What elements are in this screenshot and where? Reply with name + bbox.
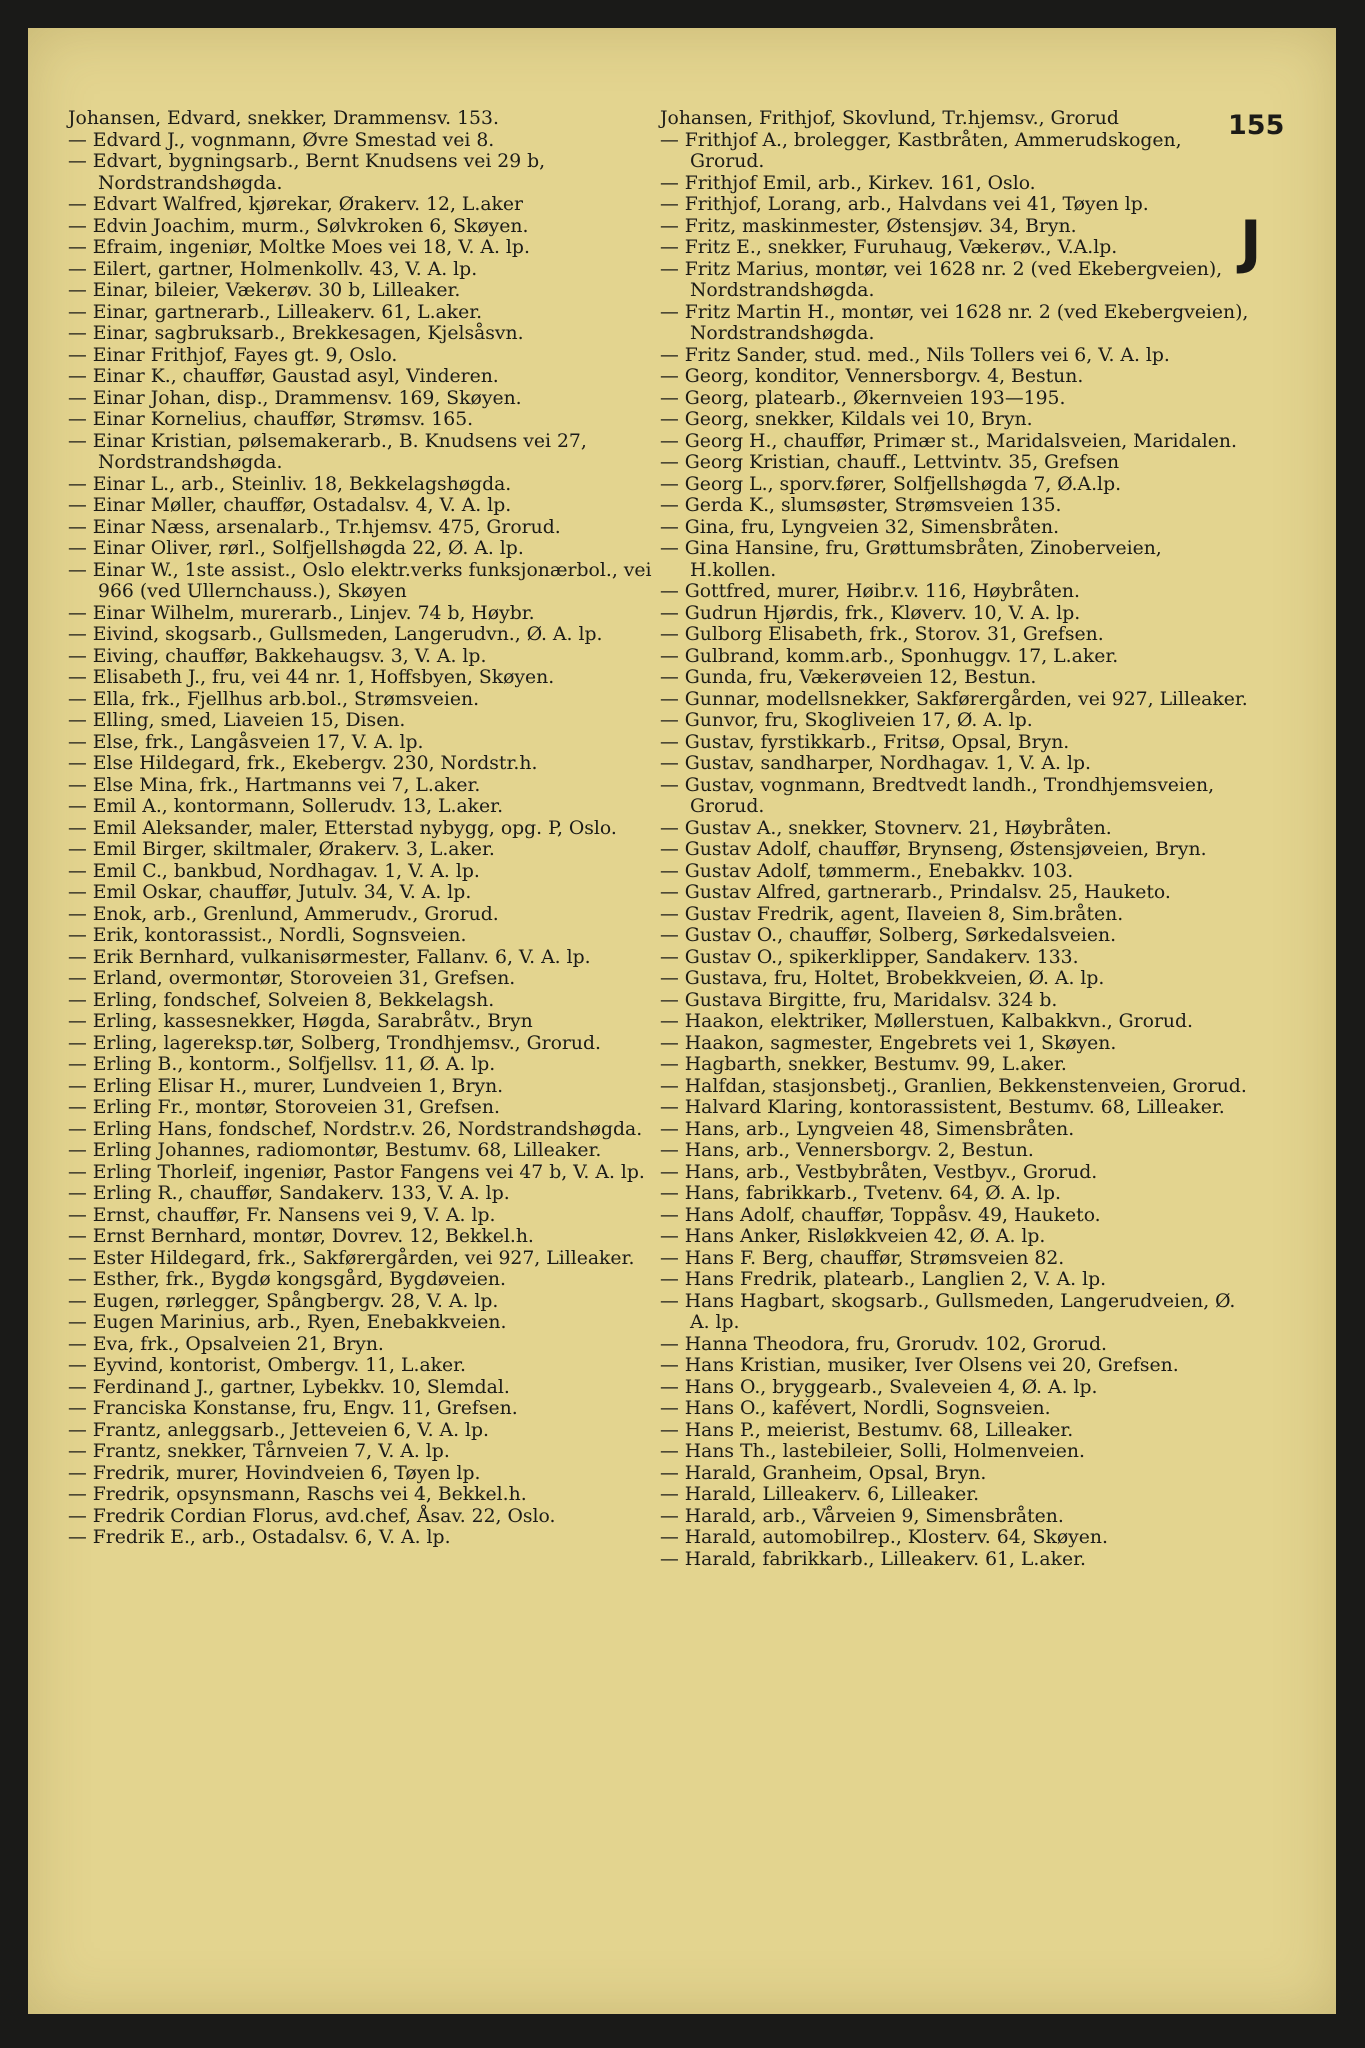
section-letter: J xyxy=(1240,208,1262,276)
directory-entry: — Emil C., bankbud, Nordhagav. 1, V. A. lp. xyxy=(68,860,480,882)
directory-entry: — Edvart Walfred, kjørekar, Ørakerv. 12, L.aker xyxy=(68,194,524,215)
directory-entry: — Haakon, sagmester, Engebrets vei 1, Skøyen. xyxy=(660,1032,1117,1054)
directory-entry: — Eva, frk., Opsalveien 21, Bryn. xyxy=(68,1333,384,1355)
directory-entry: — Fritz E., snekker, Furuhaug, Vækerøv., V.A.lp. xyxy=(660,237,1118,258)
directory-entry: — Einar, gartnerarb., Lilleakerv. 61, L.aker. xyxy=(68,301,483,323)
directory-entry: — Erling Thorleif, ingeniør, Pastor Fangens vei 47 b, V. A. lp. xyxy=(68,1161,645,1183)
directory-entry: — Harald, Lilleakerv. 6, Lilleaker. xyxy=(660,1484,980,1505)
directory-entry: — Hans P., meierist, Bestumv. 68, Lilleaker. xyxy=(660,1419,1074,1441)
directory-entry: — Einar, sagbruksarb., Brekkesagen, Kjelsåsvn. xyxy=(68,323,524,344)
directory-entry: — Harald, Granheim, Opsal, Bryn. xyxy=(660,1462,987,1484)
directory-entry: — Frithjof, Lorang, arb., Halvdans vei 41, Tøyen lp. xyxy=(660,194,1149,215)
directory-entry: — Georg H., chauffør, Primær st., Maridalsveien, Maridalen. xyxy=(660,430,1237,452)
directory-entry: — Gustav Alfred, gartnerarb., Prindalsv. 25, Hauketo. xyxy=(660,882,1171,903)
directory-entry: — Gustav, fyrstikkarb., Fritsø, Opsal, Bryn. xyxy=(660,731,1070,753)
directory-entry: — Enok, arb., Grenlund, Ammerudv., Grorud. xyxy=(68,903,499,925)
directory-entry: — Fredrik, murer, Hovindveien 6, Tøyen lp. xyxy=(68,1462,481,1484)
directory-entry: — Hans, arb., Vestbybråten, Vestbyv., Grorud. xyxy=(660,1161,1098,1183)
directory-entry: — Georg, snekker, Kildals vei 10, Bryn. xyxy=(660,409,1033,430)
directory-entry: — Einar Frithjof, Fayes gt. 9, Oslo. xyxy=(68,344,398,366)
directory-entry: — Eugen Marinius, arb., Ryen, Enebakkveien. xyxy=(68,1312,507,1333)
directory-entry: — Edvart, bygningsarb., Bernt Knudsens vei 29 b, Nordstrandshøgda. xyxy=(68,151,546,194)
directory-entry: — Erling Johannes, radiomontør, Bestumv. 68, Lilleaker. xyxy=(68,1140,602,1161)
directory-entry: — Eivind, skogsarb., Gullsmeden, Langerudvn., Ø. A. lp. xyxy=(68,624,603,645)
directory-entry: — Frantz, snekker, Tårnveien 7, V. A. lp. xyxy=(68,1441,450,1462)
directory-entry: — Hans Kristian, musiker, Iver Olsens vei 20, Grefsen. xyxy=(660,1355,1179,1376)
directory-entry: — Hans Hagbart, skogsarb., Gullsmeden, Langerudveien, Ø. A. lp. xyxy=(660,1290,1236,1333)
directory-entry: — Erling Fr., montør, Storoveien 31, Grefsen. xyxy=(68,1097,500,1118)
directory-entry: — Georg L., sporv.fører, Solfjellshøgda 7, Ø.A.lp. xyxy=(660,473,1122,495)
directory-entry: — Hans, arb., Vennersborgv. 2, Bestun. xyxy=(660,1140,1034,1161)
directory-entry: — Fritz Sander, stud. med., Nils Tollers vei 6, V. A. lp. xyxy=(660,344,1170,366)
directory-entry: — Haakon, elektriker, Møllerstuen, Kalbakkvn., Grorud. xyxy=(660,1011,1194,1032)
directory-entry: — Erland, overmontør, Storoveien 31, Grefsen. xyxy=(68,968,516,989)
directory-entry: — Gustav A., snekker, Stovnerv. 21, Høybråten. xyxy=(660,817,1112,839)
directory-entry: — Ester Hildegard, frk., Sakførergården, vei 927, Lilleaker. xyxy=(68,1247,635,1269)
directory-entry: — Ernst, chauffør, Fr. Nansens vei 9, V. A. lp. xyxy=(68,1204,496,1226)
directory-entry: — Gerda K., slumsøster, Strømsveien 135. xyxy=(660,495,1062,516)
directory-entry: — Elling, smed, Liaveien 15, Disen. xyxy=(68,710,406,731)
directory-entry: — Gustava, fru, Holtet, Brobekkveien, Ø. A. lp. xyxy=(660,968,1105,989)
directory-entry: — Erik, kontorassist., Nordli, Sognsveien. xyxy=(68,925,467,946)
directory-entry: — Else Mina, frk., Hartmanns vei 7, L.aker. xyxy=(68,774,481,796)
directory-entry: — Einar K., chauffør, Gaustad asyl, Vinderen. xyxy=(68,366,499,387)
directory-entry: — Frantz, anleggsarb., Jetteveien 6, V. A. lp. xyxy=(68,1419,490,1441)
directory-entry: — Georg, konditor, Vennersborgv. 4, Bestun. xyxy=(660,366,1084,387)
directory-entry: — Erling Elisar H., murer, Lundveien 1, Bryn. xyxy=(68,1075,504,1097)
directory-entry: — Hans F. Berg, chauffør, Strømsveien 82. xyxy=(660,1247,1065,1269)
directory-entry: — Hans O., bryggearb., Svaleveien 4, Ø. A. lp. xyxy=(660,1376,1098,1398)
directory-entry: — Einar Wilhelm, murerarb., Linjev. 74 b, Høybr. xyxy=(68,602,535,624)
directory-entry: — Gina, fru, Lyngveien 32, Simensbråten. xyxy=(660,516,1060,538)
directory-entry: — Gottfred, murer, Høibr.v. 116, Høybråten. xyxy=(660,581,1080,602)
directory-entry: — Gustav Adolf, tømmerm., Enebakkv. 103. xyxy=(660,860,1074,882)
directory-entry: — Erling Hans, fondschef, Nordstr.v. 26, Nordstrandshøgda. xyxy=(68,1118,643,1140)
directory-entry: — Erling, lagereksp.tør, Solberg, Trondhjemsv., Grorud. xyxy=(68,1032,601,1054)
directory-entry: — Einar W., 1ste assist., Oslo elektr.verks funksjonærbol., vei 966 (ved Ullernchauss.), Skøyen xyxy=(68,559,652,602)
directory-entry: — Emil A., kontormann, Sollerudv. 13, L.aker. xyxy=(68,796,504,817)
directory-entry: — Hans, arb., Lyngveien 48, Simensbråten. xyxy=(660,1118,1075,1140)
directory-entry: — Gudrun Hjørdis, frk., Kløverv. 10, V. A. lp. xyxy=(660,602,1081,624)
directory-entry: — Harald, arb., Vårveien 9, Simensbråten. xyxy=(660,1505,1064,1527)
directory-entry: — Erik Bernhard, vulkanisørmester, Fallanv. 6, V. A. lp. xyxy=(68,946,591,968)
directory-entry: — Erling R., chauffør, Sandakerv. 133, V. A. lp. xyxy=(68,1183,510,1204)
directory-entry: — Else Hildegard, frk., Ekebergv. 230, Nordstr.h. xyxy=(68,753,538,774)
directory-entry: — Gustava Birgitte, fru, Maridalsv. 324 b. xyxy=(660,989,1058,1011)
directory-entry: — Gustav, vognmann, Bredtvedt landh., Trondhjemsveien, Grorud. xyxy=(660,774,1215,817)
directory-entry: — Einar Kornelius, chauffør, Strømsv. 165. xyxy=(68,409,474,430)
directory-entry: — Hans O., kafévert, Nordli, Sognsveien. xyxy=(660,1398,1051,1419)
directory-entry: — Hanna Theodora, fru, Grorudv. 102, Grorud. xyxy=(660,1333,1107,1355)
directory-entry: — Fredrik E., arb., Ostadalsv. 6, V. A. lp. xyxy=(68,1527,451,1548)
directory-entry: — Gulborg Elisabeth, frk., Storov. 31, Grefsen. xyxy=(660,624,1104,645)
directory-entry: — Eyvind, kontorist, Ombergv. 11, L.aker. xyxy=(68,1355,467,1376)
directory-entry: — Georg, platearb., Økernveien 193—195. xyxy=(660,387,1066,409)
directory-entry: — Edvin Joachim, murm., Sølvkroken 6, Skøyen. xyxy=(68,215,529,237)
right-column xyxy=(660,108,1252,1570)
directory-entry: — Eilert, gartner, Holmenkollv. 43, V. A. lp. xyxy=(68,258,478,280)
directory-entry: — Ferdinand J., gartner, Lybekkv. 10, Slemdal. xyxy=(68,1376,510,1398)
directory-entry: — Einar Kristian, pølsemakerarb., B. Knudsens vei 27, Nordstrandshøgda. xyxy=(68,430,587,473)
directory-entry: — Einar L., arb., Steinliv. 18, Bekkelagshøgda. xyxy=(68,473,512,495)
page-number: 155 xyxy=(1228,110,1285,141)
directory-entry: — Hans, fabrikkarb., Tvetenv. 64, Ø. A. lp. xyxy=(660,1183,1061,1204)
directory-entry: — Einar Oliver, rørl., Solfjellshøgda 22, Ø. A. lp. xyxy=(68,538,524,559)
directory-entry: — Ernst Bernhard, montør, Dovrev. 12, Bekkel.h. xyxy=(68,1226,534,1247)
directory-entry: — Gustav, sandharper, Nordhagav. 1, V. A. lp. xyxy=(660,753,1091,774)
directory-entry: — Gunda, fru, Vækerøveien 12, Bestun. xyxy=(660,667,1037,688)
directory-entry: — Frithjof Emil, arb., Kirkev. 161, Oslo. xyxy=(660,172,1036,194)
directory-entry: — Frithjof A., brolegger, Kastbråten, Ammerudskogen, Grorud. xyxy=(660,129,1182,172)
directory-entry: — Emil Oskar, chauffør, Jutulv. 34, V. A. lp. xyxy=(68,882,472,903)
directory-entry: — Harald, fabrikkarb., Lilleakerv. 61, L.aker. xyxy=(660,1548,1086,1570)
directory-entry: — Eugen, rørlegger, Spångbergv. 28, V. A. lp. xyxy=(68,1290,499,1312)
directory-entry: — Erling, fondschef, Solveien 8, Bekkelagsh. xyxy=(68,989,495,1011)
directory-entry: — Fritz, maskinmester, Østensjøv. 34, Bryn. xyxy=(660,215,1077,237)
directory-entry: — Harald, automobilrep., Klosterv. 64, Skøyen. xyxy=(660,1527,1108,1548)
directory-entry: Johansen, Edvard, snekker, Drammensv. 153. xyxy=(68,108,499,129)
directory-entry: — Einar, bileier, Vækerøv. 30 b, Lilleaker. xyxy=(68,280,461,301)
directory-entry: — Franciska Konstanse, fru, Engv. 11, Grefsen. xyxy=(68,1398,518,1419)
directory-entry: — Fredrik Cordian Florus, avd.chef, Åsav. 22, Oslo. xyxy=(68,1505,556,1527)
directory-entry: — Gustav Adolf, chauffør, Brynseng, Østensjøveien, Bryn. xyxy=(660,839,1207,860)
directory-entry: — Hans Adolf, chauffør, Toppåsv. 49, Hauketo. xyxy=(660,1204,1101,1226)
directory-entry: — Erling, kassesnekker, Høgda, Sarabråtv., Bryn xyxy=(68,1011,533,1032)
directory-entry: — Gustav Fredrik, agent, Ilaveien 8, Sim.bråten. xyxy=(660,903,1124,925)
directory-entry: — Gunnar, modellsnekker, Sakførergården, vei 927, Lilleaker. xyxy=(660,688,1248,710)
directory-entry: — Halfdan, stasjonsbetj., Granlien, Bekkenstenveien, Grorud. xyxy=(660,1075,1247,1097)
directory-page xyxy=(28,28,1336,2014)
directory-entry: — Fritz Marius, montør, vei 1628 nr. 2 (ved Ekebergveien), Nordstrandshøgda. xyxy=(660,258,1223,301)
directory-entry: — Ella, frk., Fjellhus arb.bol., Strømsveien. xyxy=(68,688,480,710)
directory-entry: — Gina Hansine, fru, Grøttumsbråten, Zinoberveien, H.kollen. xyxy=(660,538,1162,581)
directory-entry: — Edvard J., vognmann, Øvre Smestad vei 8. xyxy=(68,129,495,151)
directory-entry: — Hans Fredrik, platearb., Langlien 2, V. A. lp. xyxy=(660,1269,1107,1290)
directory-entry: — Hans Th., lastebileier, Solli, Holmenveien. xyxy=(660,1441,1085,1462)
directory-entry: — Hans Anker, Risløkkveien 42, Ø. A. lp. xyxy=(660,1226,1046,1247)
directory-entry: — Gustav O., chauffør, Solberg, Sørkedalsveien. xyxy=(660,925,1117,946)
directory-entry: — Efraim, ingeniør, Moltke Moes vei 18, V. A. lp. xyxy=(68,237,530,258)
directory-entry: — Emil Birger, skiltmaler, Ørakerv. 3, L.aker. xyxy=(68,839,495,860)
directory-entry: — Gustav O., spikerklipper, Sandakerv. 133. xyxy=(660,946,1079,968)
directory-entry: — Fredrik, opsynsmann, Raschs vei 4, Bekkel.h. xyxy=(68,1484,527,1505)
directory-entry: — Else, frk., Langåsveien 17, V. A. lp. xyxy=(68,731,424,753)
directory-entry: — Elisabeth J., fru, vei 44 nr. 1, Hoffsbyen, Skøyen. xyxy=(68,667,555,688)
directory-entry: — Emil Aleksander, maler, Etterstad nybygg, opg. P, Oslo. xyxy=(68,817,617,839)
directory-entry: — Esther, frk., Bygdø kongsgård, Bygdøveien. xyxy=(68,1269,506,1290)
directory-entry: — Einar Johan, disp., Drammensv. 169, Skøyen. xyxy=(68,387,522,409)
directory-entry: — Einar Møller, chauffør, Ostadalsv. 4, V. A. lp. xyxy=(68,495,512,516)
directory-entry: — Gunvor, fru, Skogliveien 17, Ø. A. lp. xyxy=(660,710,1033,731)
directory-entry: Johansen, Frithjof, Skovlund, Tr.hjemsv., Grorud xyxy=(660,108,1119,129)
directory-entry: — Halvard Klaring, kontorassistent, Bestumv. 68, Lilleaker. xyxy=(660,1097,1225,1118)
directory-entry: — Eiving, chauffør, Bakkehaugsv. 3, V. A. lp. xyxy=(68,645,487,667)
directory-entry: — Fritz Martin H., montør, vei 1628 nr. 2 (ved Ekebergveien), Nordstrandshøgda. xyxy=(660,301,1249,344)
directory-entry: — Gulbrand, komm.arb., Sponhuggv. 17, L.aker. xyxy=(660,645,1119,667)
directory-entry: — Hagbarth, snekker, Bestumv. 99, L.aker. xyxy=(660,1054,1067,1075)
directory-entry: — Einar Næss, arsenalarb., Tr.hjemsv. 475, Grorud. xyxy=(68,516,561,538)
left-column xyxy=(68,108,660,1549)
directory-entry: — Georg Kristian, chauff., Lettvintv. 35, Grefsen xyxy=(660,452,1120,473)
directory-entry: — Erling B., kontorm., Solfjellsv. 11, Ø. A. lp. xyxy=(68,1054,496,1075)
